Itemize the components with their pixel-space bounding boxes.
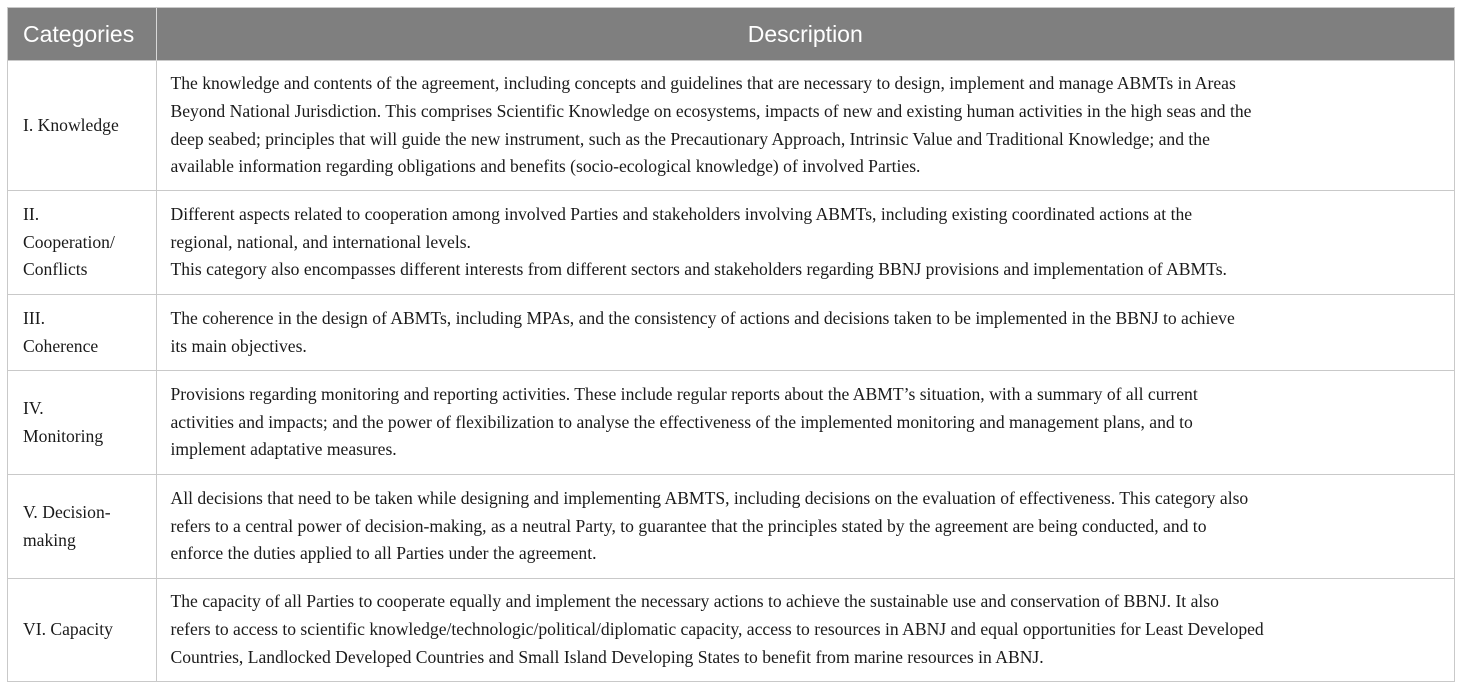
- description-line: regional, national, and international levels.: [170, 231, 471, 252]
- description-cell: [156, 191, 1454, 295]
- description-cell: [156, 295, 1454, 371]
- table-row: [8, 191, 1454, 295]
- description-line: The knowledge and contents of the agreement, including concepts and guidelines that are necessary to design, implement and manage ABMTs in Areas: [170, 73, 1236, 94]
- category-line: Monitoring: [23, 425, 104, 446]
- category-cell: [8, 371, 156, 475]
- description-cell: [156, 371, 1454, 475]
- table-row: [8, 371, 1454, 475]
- description-line: deep seabed; principles that will guide the new instrument, such as the Precautionary Approach, Intrinsic Value and Traditional Knowledge; and the: [170, 128, 1210, 149]
- table: [8, 8, 1454, 681]
- description-cell: [156, 579, 1454, 682]
- category-line: VI. Capacity: [23, 619, 113, 640]
- description-line: Countries, Landlocked Developed Countries and Small Island Developing States to benefit from marine resources in ABNJ.: [170, 646, 1044, 667]
- category-line: V. Decision-: [23, 501, 111, 522]
- header-row: [8, 8, 1454, 61]
- table-row: [8, 295, 1454, 371]
- table-row: [8, 475, 1454, 579]
- category-cell: [8, 475, 156, 579]
- description-line: The coherence in the design of ABMTs, including MPAs, and the consistency of actions and decisions taken to be implemented in the BBNJ to achieve: [170, 307, 1235, 328]
- category-line: IV.: [23, 397, 44, 418]
- description-line: its main objectives.: [170, 335, 307, 356]
- description-line: All decisions that need to be taken while designing and implementing ABMTS, including decisions on the evaluation of effectiveness. This category also: [170, 487, 1249, 508]
- categories-table: [7, 7, 1455, 682]
- header-description: Description: [156, 8, 1454, 61]
- table-row: [8, 579, 1454, 682]
- description-line: available information regarding obligations and benefits (socio-ecological knowledge) of involved Parties.: [170, 156, 921, 177]
- category-cell: [8, 295, 156, 371]
- category-line: Coherence: [23, 335, 99, 356]
- header-categories: Categories: [8, 8, 156, 61]
- description-line: Provisions regarding monitoring and reporting activities. These include regular reports about the ABMT’s situation, with a summary of all current: [170, 383, 1198, 404]
- category-line: I. Knowledge: [23, 114, 119, 135]
- description-line: Beyond National Jurisdiction. This comprises Scientific Knowledge on ecosystems, impacts of new and existing human activities in the high seas and the: [170, 100, 1252, 121]
- description-line: The capacity of all Parties to cooperate equally and implement the necessary actions to achieve the sustainable use and conservation of BBNJ. It also: [170, 591, 1219, 612]
- description-line: Different aspects related to cooperation among involved Parties and stakeholders involving ABMTs, including existing coordinated actions at the: [170, 203, 1193, 224]
- description-cell: [156, 61, 1454, 191]
- description-line: activities and impacts; and the power of flexibilization to analyse the effectiveness of the implemented monitoring and management plans, and to: [170, 411, 1193, 432]
- description-cell: [156, 475, 1454, 579]
- description-line: implement adaptative measures.: [170, 439, 397, 460]
- table-row: [8, 61, 1454, 191]
- category-line: making: [23, 529, 76, 550]
- description-line: enforce the duties applied to all Parties under the agreement.: [170, 543, 597, 564]
- category-line: II.: [23, 203, 40, 224]
- description-line: refers to a central power of decision-making, as a neutral Party, to guarantee that the principles stated by the agreement are being conducted, and to: [170, 515, 1207, 536]
- category-line: Cooperation/: [23, 231, 115, 252]
- description-line: refers to access to scientific knowledge/technologic/political/diplomatic capacity, access to resources in ABNJ and equal opportunities for Least Developed: [170, 619, 1264, 640]
- description-line: This category also encompasses different interests from different sectors and stakeholders regarding BBNJ provisions and implementation of ABMTs.: [170, 259, 1227, 280]
- category-line: III.: [23, 307, 45, 328]
- category-cell: [8, 61, 156, 191]
- category-cell: [8, 579, 156, 682]
- category-line: Conflicts: [23, 259, 88, 280]
- category-cell: [8, 191, 156, 295]
